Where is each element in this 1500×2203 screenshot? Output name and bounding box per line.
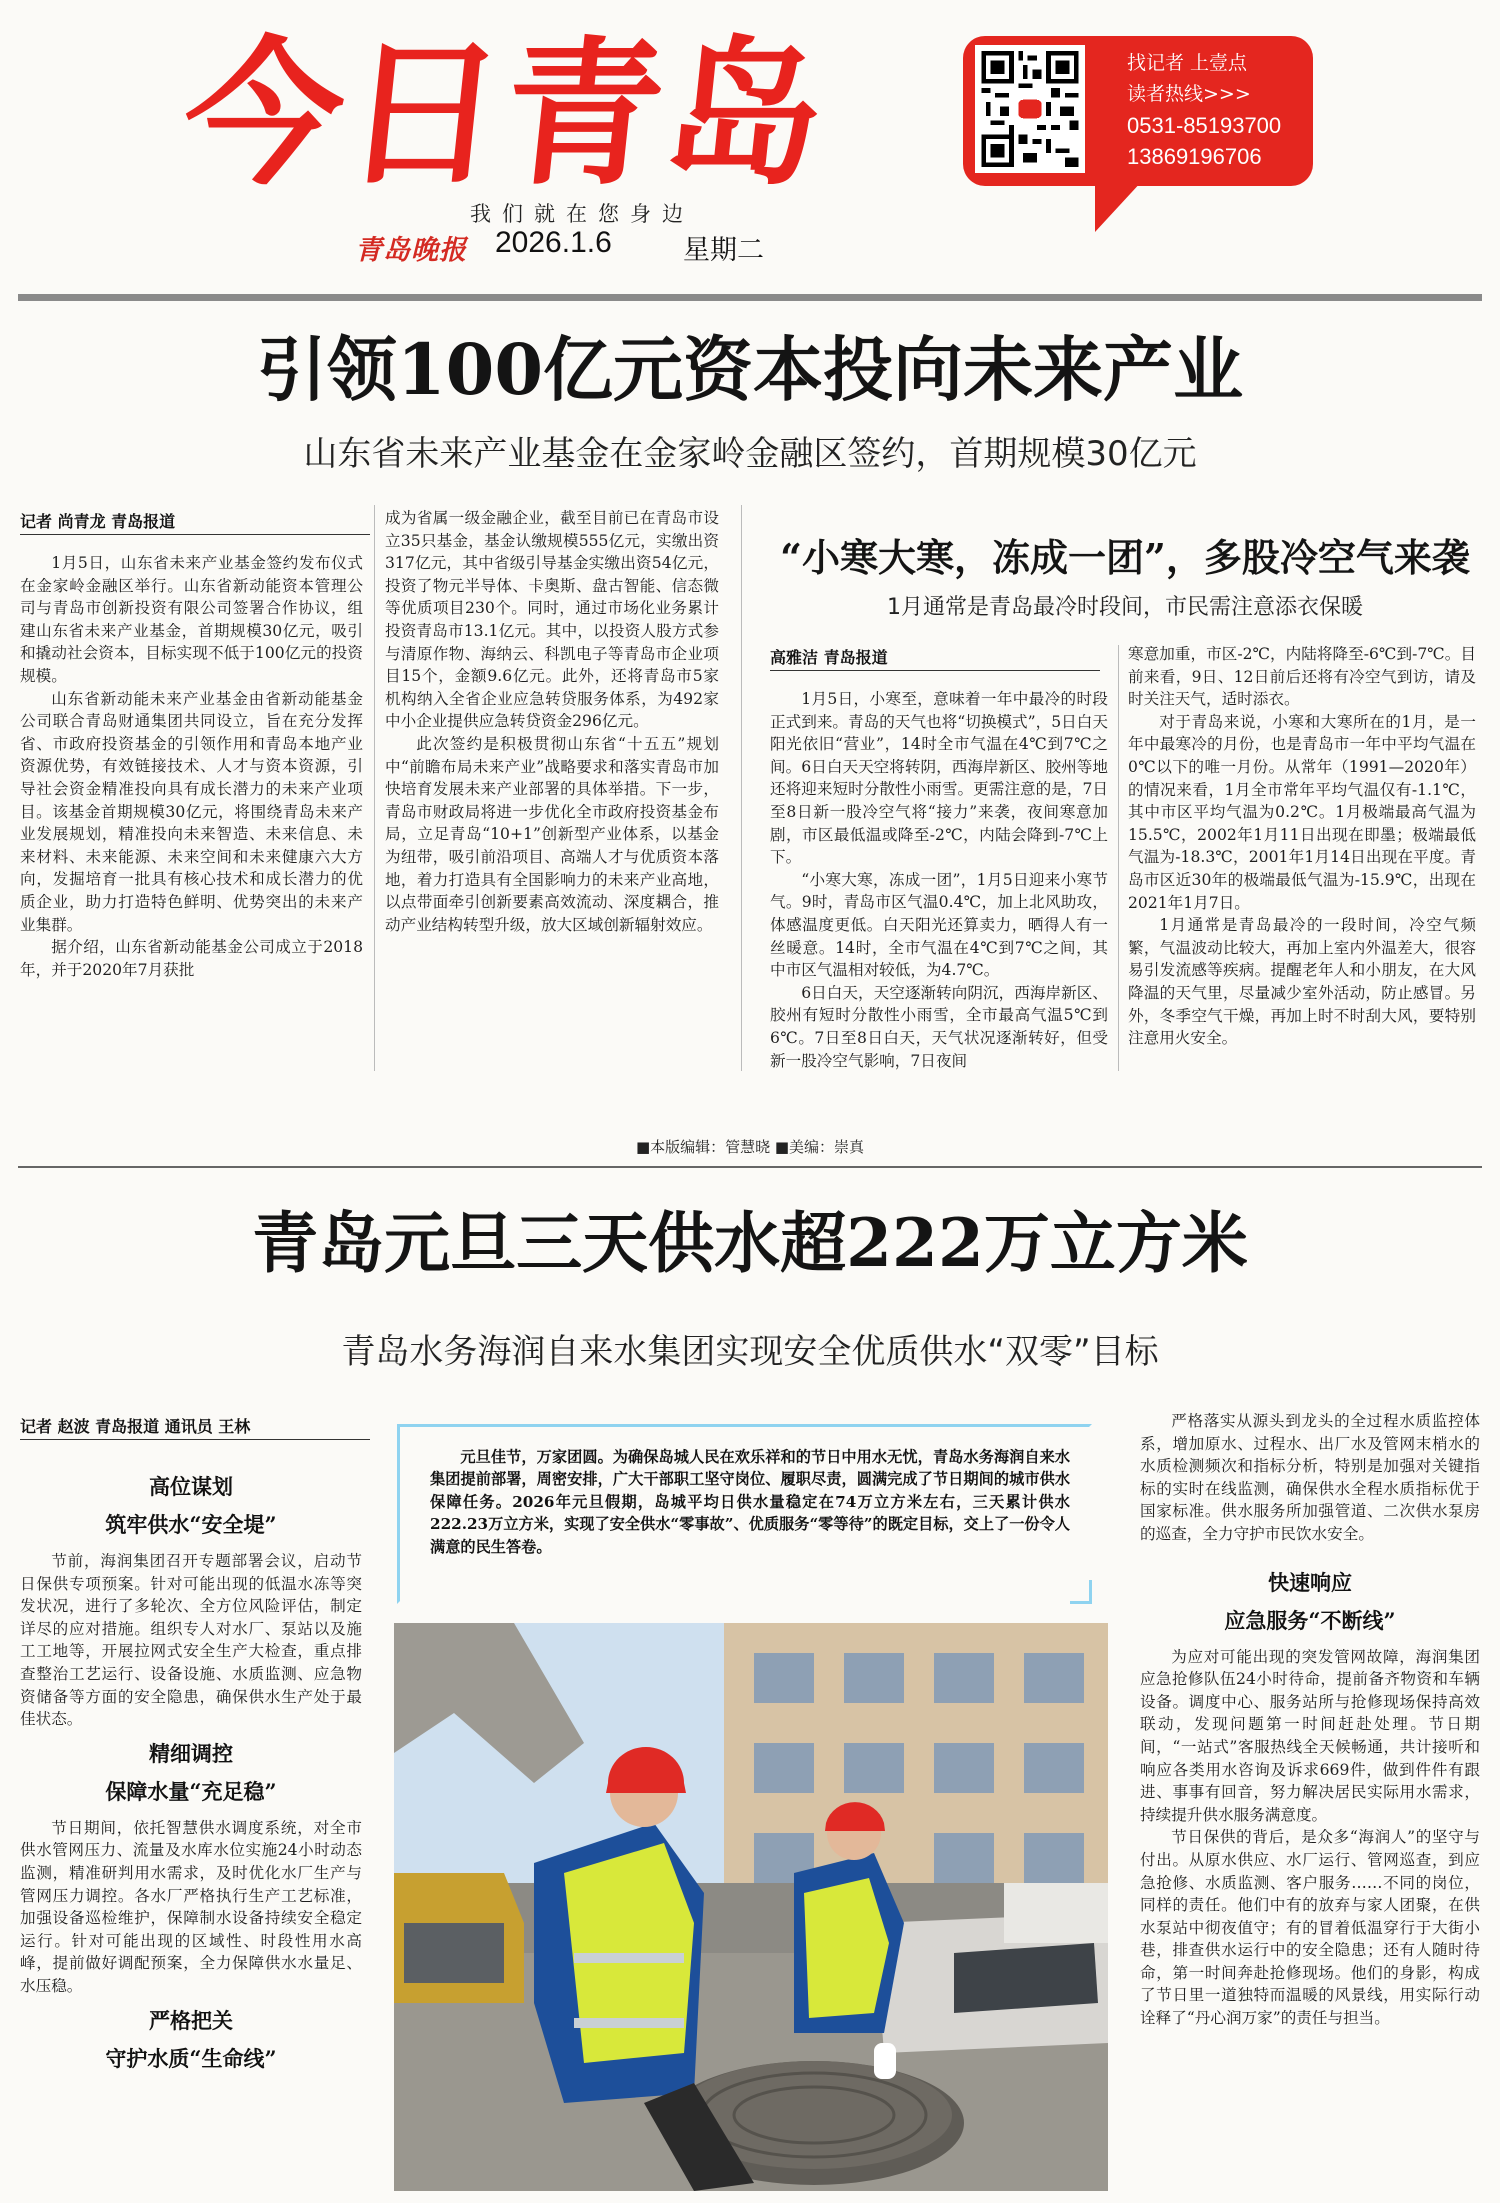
paragraph: 1月通常是青岛最冷的一段时间，冷空气频繁，气温波动比较大，再加上室内外温差大，很容易引发流感等疾病。提醒老年人和小朋友，在大风降温的天气里，尽量减少室外活动，防止感冒。另外，冬季空气干燥，再加上时不时刮大风，要特别注意用火安全。: [1128, 916, 1476, 1048]
story1-byline-rule: [20, 534, 370, 535]
section-subtitle: 守护水质“生命线”: [105, 2045, 277, 2071]
paragraph: 据介绍，山东省新动能基金公司成立于2018年，并于2020年7月获批: [20, 938, 363, 979]
paragraph: 节日期间，依托智慧供水调度系统，对全市供水管网压力、流量及水库水位实施24小时动态监测，精准研判用水需求，及时优化水厂生产与管网压力调控。各水厂严格执行生产工艺标准，加强设备巡检维护，保障制水设备持续安全稳定运行。针对可能出现的区域性、时段性用水高峰，提前做好调配预案，全力保障供水水量足、水压稳。: [20, 1818, 362, 1995]
qr-code-icon[interactable]: [975, 45, 1085, 173]
story3-column-right: [1140, 1410, 1480, 2203]
section-divider: [18, 1166, 1482, 1168]
paragraph: “小寒大寒，冻成一团”，1月5日迎来小寒节气。9时，青岛市区气温0.4℃，加上北风助攻，体感温度更低。白天阳光还算卖力，晒得人有一丝暖意。14时，全市气温在4℃到7℃之间，其中市区气温相对较低，为4.7℃。: [770, 870, 1108, 980]
paragraph: 对于青岛来说，小寒和大寒所在的1月，是一年中最寒冷的月份，也是青岛市一年中平均气温在0℃以下的唯一月份。从常年（1991—2020年）的情况来看，1月全市常年平均气温仅有-1.1℃，其中市区平均气温为0.2℃。1月极端最高气温为15.5℃，2002年1月11日出现在即墨；极端最低气温为-18.3℃，2001年1月14日出现在平度。青岛市区近30年的极端最低气温为-15.9℃，出现在2021年1月7日。: [1128, 712, 1476, 912]
slogan: 我们就在您身边: [470, 202, 694, 226]
section-title: 严格把关: [149, 2007, 233, 2033]
page-editors: ■本版编辑：管慧晓 ■美编：崇真: [635, 1138, 865, 1156]
story3-column-left: [20, 1468, 362, 2203]
promo-slogan: 找记者 上壹点: [1127, 52, 1248, 74]
story1-headline: 引领100亿元资本投向未来产业: [256, 328, 1244, 411]
newspaper-logo: 青岛晚报: [355, 235, 467, 266]
edition-weekday: 星期二: [683, 235, 764, 266]
edition-date: 2026.1.6: [495, 226, 612, 259]
paragraph: 为应对可能出现的突发管网故障，海润集团应急抢修队伍24小时待命，提前备齐物资和车辆设备。调度中心、服务站所与抢修现场保持高效联动，发现问题第一时间赶赴处理。节日期间，“一站式”客服热线全天候畅通，共计接听和响应各类用水咨询及诉求669件，做到件件有跟进、事事有回音，努力解决居民实际用水需求，持续提升供水服务满意度。: [1140, 1647, 1480, 1824]
paragraph: 严格落实从源头到龙头的全过程水质监控体系，增加原水、过程水、出厂水及管网末梢水的水质检测频次和指标分析，特别是加强对关键指标的实时在线监测，确保供水全程水质指标优于国家标准。供水服务所加强管道、二次供水泵房的巡查，全力守护市民饮水安全。: [1140, 1412, 1480, 1543]
column-divider: [374, 505, 375, 1071]
story2-headline: “小寒大寒，冻成一团”，多股冷空气来袭: [780, 535, 1470, 580]
section-title: 精细调控: [149, 1740, 233, 1766]
news-photo: [394, 1623, 1108, 2191]
newspaper-title: 今日青岛: [175, 23, 835, 207]
paragraph: 山东省新动能未来产业基金由省新动能基金公司联合青岛财通集团共同设立，旨在充分发挥省、市政府投资基金的引领作用和青岛本地产业资源优势，有效链接技术、人才与资本资源，引导社会资金精准投向具有成长潜力的未来产业项目。该基金首期规模30亿元，将围绕青岛未来产业发展规划，精准投向未来智造、未来信息、未来材料、未来能源、未来空间和未来健康六大方向，发掘培育一批具有核心技术和成长潜力的优质企业，助力打造特色鲜明、优势突出的未来产业集群。: [20, 689, 363, 934]
column-divider: [741, 505, 742, 1071]
speech-bubble-tail: [1095, 180, 1143, 232]
column-divider: [1118, 645, 1119, 1071]
hotline-label: 读者热线>>>: [1127, 83, 1251, 105]
masthead-divider: [18, 294, 1482, 301]
section-subtitle: 保障水量“充足稳”: [105, 1778, 277, 1804]
section-title: 高位谋划: [149, 1474, 233, 1499]
news-photo-illustration: [394, 1623, 1108, 2191]
hotline-number-1[interactable]: 0531-85193700: [1127, 113, 1282, 138]
story2-subhead: 1月通常是青岛最冷时段间，市民需注意添衣保暖: [887, 595, 1363, 620]
paragraph: 1月5日，小寒至，意味着一年中最冷的时段正式到来。青岛的天气也将“切换模式”，5日白天阳光依旧“营业”，14时全市气温在4℃到7℃之间。6日白天天空将转阴，西海岸新区、胶州等地还将迎来短时分散性小雨雪。更需注意的是，7日至8日新一股冷空气将“接力”来袭，夜间寒意加剧，市区最低温或降至-2℃，内陆会降到-7℃上下。: [770, 690, 1108, 867]
promo-text: [1127, 48, 1307, 172]
paragraph: 寒意加重，市区-2℃，内陆将降至-6℃到-7℃。目前来看，9日、12日前后还将有冷空气到访，请及时关注天气，适时添衣。: [1128, 645, 1476, 709]
story1-column-2: [385, 507, 719, 1072]
paragraph: 成为省属一级金融企业，截至目前已在青岛市设立35只基金，基金认缴规模555亿元，实缴出资317亿元，其中省级引导基金实缴出资54亿元，投资了物元半导体、卡奥斯、盘古智能、信态微等优质项目230个。同时，通过市场化业务累计投资青岛市13.1亿元。其中，以投资人股方式参与清原作物、海纳云、科凯电子等青岛市企业项目15个，金额9.6亿元。此外，还将青岛市5家机构纳入全省企业应急转贷服务体系，为492家中小企业提供应急转贷资金296亿元。: [385, 509, 719, 731]
paragraph: 1月5日，山东省未来产业基金签约发布仪式在金家岭金融区举行。山东省新动能资本管理公司与青岛市创新投资有限公司签署合作协议，组建山东省未来产业基金，首期规模30亿元，吸引和撬动社会资本，目标实现不低于100亿元的投资规模。: [20, 554, 363, 685]
story3-headline: 青岛元旦三天供水超222万立方米: [252, 1204, 1248, 1282]
hotline-number-2[interactable]: 13869196706: [1127, 144, 1262, 169]
paragraph: 6日白天，天空逐渐转向阴沉，西海岸新区、胶州有短时分散性小雨雪，全市最高气温5℃到6℃。7日至8日白天，天气状况逐渐转好，但受新一股冷空气影响，7日夜间: [770, 983, 1108, 1070]
section-subtitle: 应急服务“不断线”: [1224, 1607, 1396, 1633]
lead-frame-corner: [1070, 1580, 1092, 1604]
story1-column-1: [20, 552, 363, 1072]
paragraph: 节日保供的背后，是众多“海润人”的坚守与付出。从原水供应、水厂运行、管网巡查，到应急抢修、水质监测、客户服务……不同的岗位，同样的责任。他们中有的放弃与家人团聚，在供水泵站中彻夜值守；有的冒着低温穿行于大街小巷，排查供水运行中的安全隐患；还有人随时待命，第一时间奔赴抢修现场。他们的身影，构成了节日里一道独特而温暖的风景线，用实际行动诠释了“丹心润万家”的责任与担当。: [1140, 1828, 1480, 2028]
story1-subhead: 山东省未来产业基金在金家岭金融区签约，首期规模30亿元: [303, 434, 1197, 474]
story2-column-1: [770, 688, 1108, 1073]
paragraph: 节前，海润集团召开专题部署会议，启动节日保供专项预案。针对可能出现的低温水冻等突发状况，进行了多轮次、全方位风险评估，制定详尽的应对措施。组织专人对水厂、泵站以及施工工地等，开展拉网式安全生产大检查，重点排查整治工艺运行、设备设施、水质监测、应急物资储备等方面的安全隐患，确保供水生产处于最佳状态。: [20, 1552, 362, 1729]
story1-byline: 记者 尚青龙 青岛报道: [20, 512, 176, 531]
story2-byline: 高雅洁 青岛报道: [770, 648, 888, 667]
section-title: 快速响应: [1268, 1569, 1352, 1595]
story3-byline: 记者 赵波 青岛报道 通讯员 王林: [20, 1417, 251, 1436]
story3-lead: 元旦佳节，万家团圆。为确保岛城人民在欢乐祥和的节日中用水无忧，青岛水务海润自来水集团提前部署，周密安排，广大干部职工坚守岗位、履职尽责，圆满完成了节日期间的城市供水保障任务。2026年元旦假期，岛城平均日供水量稳定在74万立方米左右，三天累计供水222.23万立方米，实现了安全供水“零事故”、优质服务“零等待”的既定目标，交上了一份令人满意的民生答卷。: [430, 1448, 1070, 1556]
story2-column-2: [1128, 643, 1476, 1073]
story3-subhead: 青岛水务海润自来水集团实现安全优质供水“双零”目标: [341, 1332, 1159, 1372]
story2-byline-rule: [770, 670, 1100, 671]
section-subtitle: 筑牢供水“安全堤”: [105, 1512, 277, 1537]
masthead: [0, 0, 1500, 290]
paragraph: 此次签约是积极贯彻山东省“十五五”规划中“前瞻布局未来产业”战略要求和落实青岛市加快培育发展未来产业部署的具体举措。下一步，青岛市财政局将进一步优化全市政府投资基金布局，立足青岛“10+1”创新型产业体系，以基金为纽带，吸引前沿项目、高端人才与优质资本落地，着力打造具有全国影响力的未来产业高地，以点带面牵引创新要素高效流动、深度耦合，推动产业结构转型升级，放大区域创新辐射效应。: [385, 734, 719, 934]
story3-byline-rule: [20, 1439, 370, 1440]
